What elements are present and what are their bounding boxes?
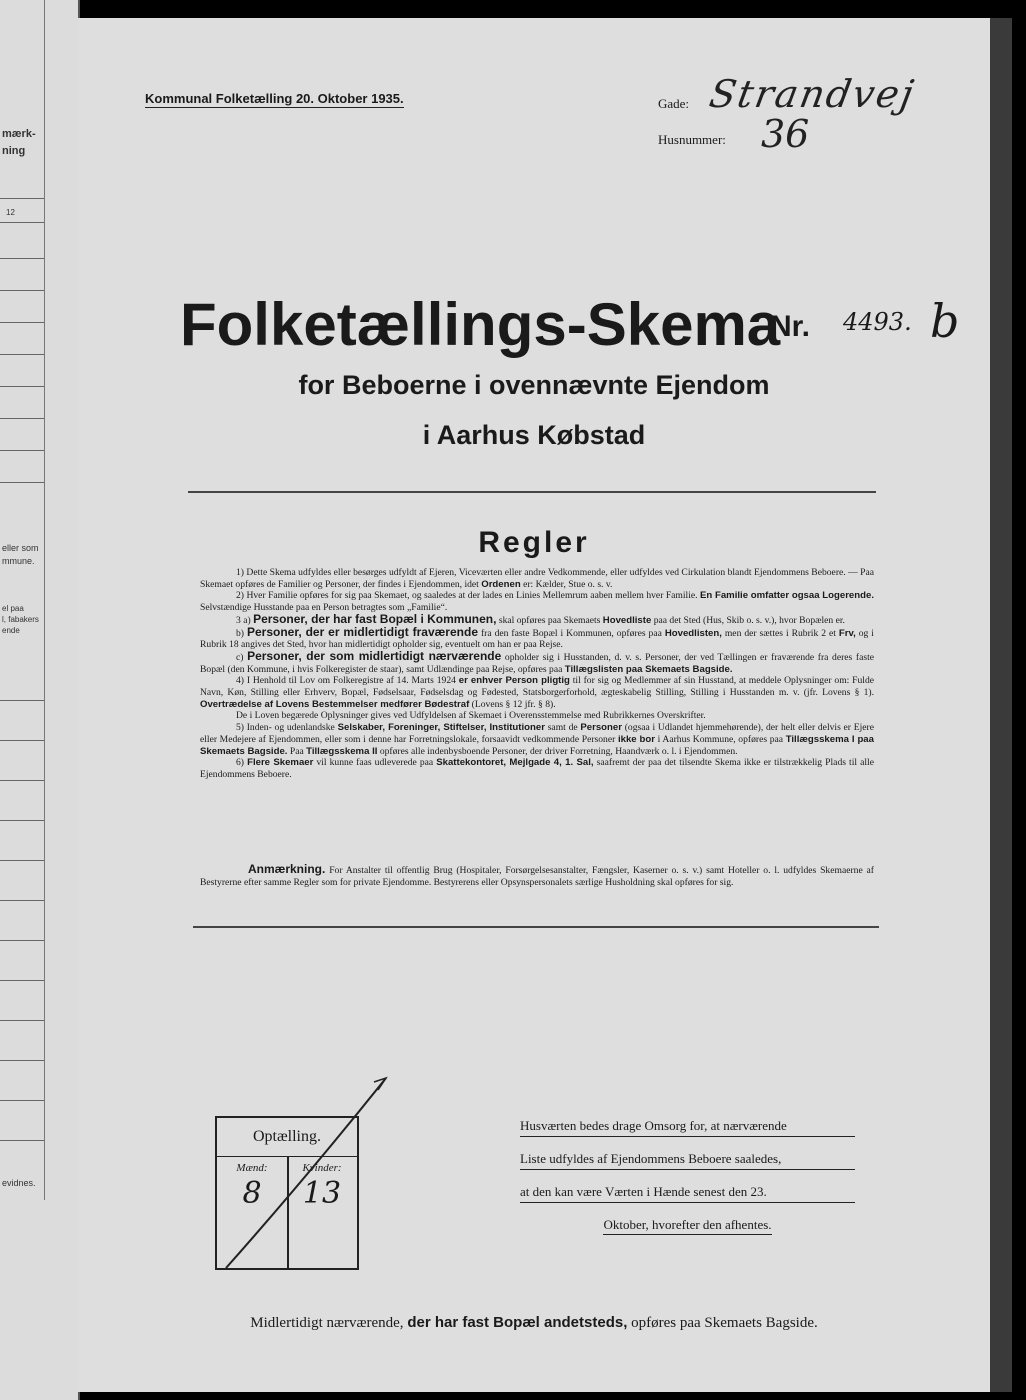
maend-label: Mænd: [236,1162,268,1174]
left-page-fragment [0,0,80,1400]
left-fragment-text: ning [2,145,26,157]
divider [193,926,879,928]
column-rule [44,0,45,1200]
divider [0,418,44,419]
divider [0,322,44,323]
notice-line: Husværten bedes drage Omsorg for, at nærværende [520,1118,855,1137]
divider [188,491,876,493]
husnummer-label: Husnummer: [658,132,726,147]
rule-3b: b) Personer, der er midlertidigt fraværende fra den faste Bopæl i Kommunen, opføres paa Hovedlisten, men der sættes i Rubrik 2 et Frv, og i Rubrik 18 angives det Sted, hvor han midlertidigt opholder sig, eventuelt om han er paa Rejse. [200,624,874,651]
divider [0,386,44,387]
husnummer-handwritten-value: 36 [761,112,810,156]
left-fragment-text: eller som [2,543,39,553]
divider [0,940,44,941]
divider [0,1100,44,1101]
kvinder-value: 13 [302,1176,342,1211]
form-subtitle: for Beboerne i ovennævnte Ejendom [298,370,770,400]
handwritten-cross-stroke [196,1068,396,1288]
notice-line: at den kan være Værten i Hænde senest den 23. [520,1184,855,1203]
divider [0,860,44,861]
left-fragment-text: mærk- [2,128,36,140]
rule-2: 2) Hver Familie opføres for sig paa Skemaet, og saaledes at der lades en Linies Mellemrum aaben mellem hver Familie. En Familie omfatter ogsaa Logerende. Selvstændige Husstande paa en Person betragtes som „Familie“. [200,590,874,614]
divider [0,450,44,451]
form-number-value: 4493. [843,308,912,336]
left-fragment-text: evidnes. [2,1178,36,1188]
notice-line: Oktober, hvorefter den afhentes. [520,1217,855,1235]
rule-3a: 3 a) Personer, der har fast Bopæl i Kommunen, skal opføres paa Skemaets Hovedliste paa det Sted (Hus, Skib o. s. v.), hvor Bopælen er. [236,611,845,626]
divider [0,780,44,781]
note-label: Anmærkning. [248,862,326,876]
tally-heading: Optælling. [217,1118,357,1157]
divider [0,1140,44,1141]
divider [0,198,44,199]
divider [0,740,44,741]
form-number-label: Nr. [770,310,811,343]
footer-instruction: Midlertidigt nærværende, der har fast Bopæl andetsteds, opføres paa Skemaets Bagside. [250,1314,818,1331]
rule-4: 4) I Henhold til Lov om Folkeregistre af 14. Marts 1924 er enhver Person pligtig til for sig og Medlemmer af sin Husstand, at meddele Oplysninger om: Fulde Navn, Køn, Stilling eller Erhverv, Bopæl, Fødselsaar, Fødselsdag og Fødested, Statsborgerforhold, ægteskabelig Stilling, Stilling i Husstanden m. v. (jfr. Lovens § 1). Overtrædelse af Lovens Bestemmelser medfører Bødestraf (Lovens § 12 jfr. § 8). [200,675,875,710]
divider [0,482,44,483]
rules-heading: Regler [478,526,590,559]
left-fragment-text: el paa [2,604,24,613]
divider [0,258,44,259]
rule-5: 5) Inden- og udenlandske Selskaber, Foreninger, Stiftelser, Institutioner samt de Personer (ogsaa i Udlandet hjemmehørende), der helt eller delvis er Ejere eller Medejere af Ejendommen, eller som i denne har Forretningslokale, forsaavidt vedkommende Personer ikke bor i Aarhus Kommune, opføres paa Tillægsskema I paa Skemaets Bagside. Paa Tillægsskema II opføres alle indenbysboende Personer, der driver Forretning, Haandværk o. l. i Ejendommen. [200,722,874,757]
divider [0,700,44,701]
divider [0,980,44,981]
divider [0,820,44,821]
divider [0,1020,44,1021]
divider [0,1060,44,1061]
left-fragment-text: mmune. [2,556,35,566]
rule-4b: De i Loven begærede Oplysninger gives ved Udfyldelsen af Skemaet i Overensstemmelse med Rubrikkernes Overskrifter. [236,710,706,722]
book-spine [990,18,1012,1392]
form-location: i Aarhus Købstad [422,420,646,450]
census-form-page [78,18,990,1392]
rules-text [200,567,874,781]
rule-3c: c) Personer, der som midlertidigt nærværende opholder sig i Husstanden, d. v. s. Personer, der ved Tællingen er fraværende fra deres faste Bopæl (den Kommune, i hvis Folkeregister de staar), samt Udlændinge paa Rejse, opføres paa Tillægslisten paa Skemaets Bagside. [200,648,874,675]
divider [0,290,44,291]
form-number-suffix: b [930,294,960,348]
left-fragment-text: 12 [6,208,15,217]
rule-6: 6) Flere Skemaer vil kunne faas udleverede paa Skattekontoret, Mejlgade 4, 1. Sal, saafremt der paa det tilsendte Skema ikke er tilstrækkelig Plads til alle Ejendommens Beboere. [200,757,874,780]
form-title: Folketællings-Skema [180,291,781,358]
left-fragment-text: ende [2,626,20,635]
notice-line: Liste udfyldes af Ejendommens Beboere saaledes, [520,1151,855,1170]
rule-1: 1) Dette Skema udfyldes eller besørges udfyldt af Ejeren, Viceværten eller andre Vedkommende, eller udfyldes ved Cirkulation blandt Ejendommens Beboere. — Paa Skemaet opføres de Familier og Personer, der findes i Ejendommen, idet Ordenen er: Kælder, Stue o. s. v. [200,567,874,590]
gade-label: Gade: [658,96,690,111]
census-header: Kommunal Folketælling 20. Oktober 1935. [145,91,404,106]
left-fragment-text: l, fabakers [2,615,39,624]
landlord-notice [520,1118,855,1249]
divider [0,222,44,223]
divider [0,900,44,901]
gade-handwritten-value: Strandvej [706,72,919,116]
note-text: Anmærkning. For Anstalter til offentlig Brug (Hospitaler, Forsørgelsesanstalter, Fængsler, Kaserner o. s. v.) samt Hoteller o. l. udfyldes Skemaerne af Bestyrerne efter samme Regler som for private Ejendomme. Bestyrerens eller Opsynspersonalets særlige Husholdning skal opføres for sig. [200,862,874,888]
divider [0,354,44,355]
kvinder-label: Kvinder: [302,1162,342,1174]
maend-value: 8 [242,1176,262,1211]
